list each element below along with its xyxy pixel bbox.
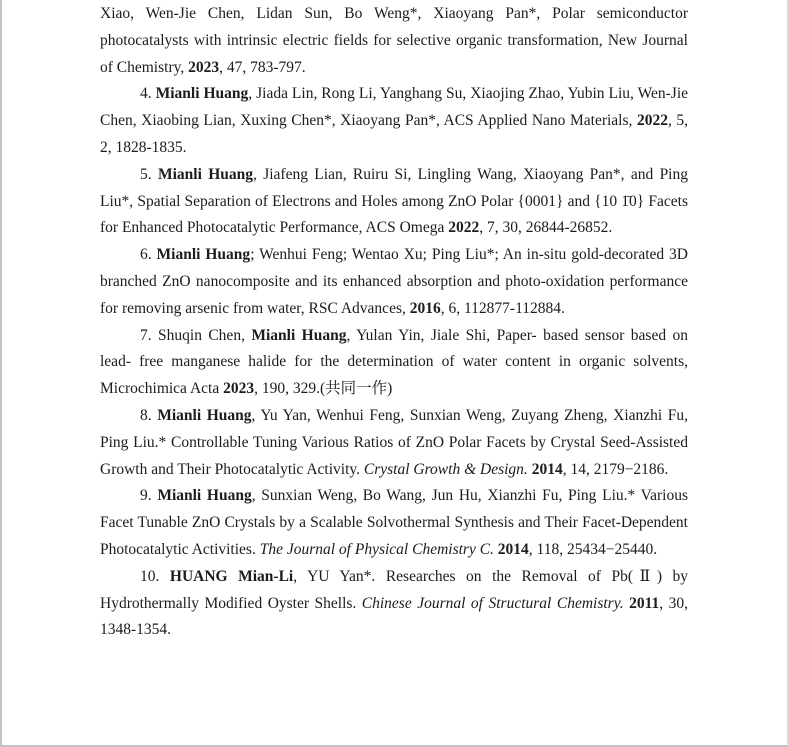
reference-text: , Jiafeng Lian, Ruiru Si, Lingling Wang, Xiaoyang Pan*, and Ping Liu*, Spatial Separation of Electrons and Holes among ZnO Polar {0001} and {10 1̄0} Facets for Enhanced Photocatalytic Performance, ACS Omega (100, 165, 688, 237)
reference-text: 10. (140, 567, 170, 585)
reference-author-or-year-bold: 2016 (409, 299, 441, 317)
reference-text: , 7, 30, 26844-26852. (479, 219, 613, 237)
reference-author-or-year-bold: 2022 (448, 219, 480, 237)
reference-8 (100, 403, 688, 483)
reference-author-or-year-bold: Mianli Huang (157, 165, 253, 183)
reference-author-or-year-bold: Mianli Huang (251, 326, 347, 344)
reference-author-or-year-bold: 2014 (531, 460, 563, 478)
reference-author-or-year-bold: 2023 (188, 58, 220, 76)
reference-text: , Sunxian Weng, Bo Wang, Jun Hu, Xianzhi Fu, Ping Liu.* Various Facet Tunable ZnO Crystals by a Scalable Solvothermal Synthesis and Their Facet-Dependent Photocatalytic Activities. (100, 487, 689, 558)
reference-author-or-year-bold: 2023 (223, 380, 255, 398)
reference-7 (100, 323, 688, 403)
reference-journal-italic: Crystal Growth & Design. (363, 460, 528, 478)
reference-text: , Yulan Yin, Jiale Shi, Paper- based sensor based on lead- free manganese halide for the determination of water content in organic solvents, Microchimica Acta (100, 326, 688, 398)
reference-journal-italic: Chinese Journal of Structural Chemistry. (361, 594, 624, 612)
reference-author-or-year-bold: Mianli Huang (157, 487, 252, 505)
reference-text: , 47, 783-797. (219, 58, 306, 76)
reference-text: 6. (140, 246, 157, 264)
reference-5 (100, 162, 688, 242)
reference-text: , Jiada Lin, Rong Li, Yanghang Su, Xiaojing Zhao, Yubin Liu, Wen-Jie Chen, Xiaobing Lian, Xuxing Chen*, Xiaoyang Pan*, ACS Applied Nano Materials, (100, 85, 689, 130)
references-list (100, 0, 688, 644)
reference-author-or-year-bold: Mianli Huang (156, 246, 251, 264)
reference-text: 9. (140, 487, 158, 505)
reference-text: , 5, 2, 1828-1835. (100, 112, 689, 156)
reference-text: ; Wenhui Feng; Wentao Xu; Ping Liu*; An in-situ gold-decorated 3D branched ZnO nanocomposite and its enhanced absorption and photo-oxidation performance for removing arsenic from water, RSC Advances, (100, 246, 689, 317)
reference-journal-italic: The Journal of Physical Chemistry C. (259, 540, 494, 558)
reference-text: , 14, 2179−2186. (562, 460, 669, 478)
reference-author-or-year-bold: HUANG Mian-Li (169, 567, 294, 585)
reference-text: , Yu Yan, Wenhui Feng, Sunxian Weng, Zuyang Zheng, Xianzhi Fu, Ping Liu.* Controllable Tuning Various Ratios of ZnO Polar Facets by Crystal Seed-Assisted Growth and Their Photocatalytic Activity. (100, 406, 689, 478)
reference-text: , YU Yan*. Researches on the Removal of Pb(Ⅱ) by Hydrothermally Modified Oyster Shells. (100, 567, 689, 612)
reference-text: 8. (140, 406, 158, 424)
reference-text: , 6, 112877-112884. (440, 299, 565, 317)
reference-text: 7. Shuqin Chen, (140, 326, 252, 344)
reference-text: 5. (140, 165, 158, 183)
reference-author-or-year-bold: 2022 (636, 112, 668, 130)
reference-3-continuation (100, 1, 688, 81)
reference-text: 4. (140, 85, 156, 103)
reference-author-or-year-bold: 2011 (629, 594, 660, 612)
reference-text: Xiao, Wen-Jie Chen, Lidan Sun, Bo Weng*, Xiaoyang Pan*, Polar semiconductor photocatalysts with intrinsic electric fields for selective organic transformation, New Journal of Chemistry, (100, 5, 688, 76)
reference-text: , 190, 329.(共同一作) (254, 380, 393, 398)
reference-6 (100, 242, 688, 322)
reference-author-or-year-bold: Mianli Huang (157, 406, 252, 424)
reference-author-or-year-bold: Mianli Huang (155, 85, 249, 103)
reference-text: , 30, 1348-1354. (100, 594, 688, 639)
reference-9 (100, 483, 688, 563)
reference-10 (100, 564, 688, 644)
reference-4 (100, 81, 688, 161)
reference-text: , 118, 25434−25440. (528, 540, 658, 558)
reference-author-or-year-bold: 2014 (497, 540, 529, 558)
